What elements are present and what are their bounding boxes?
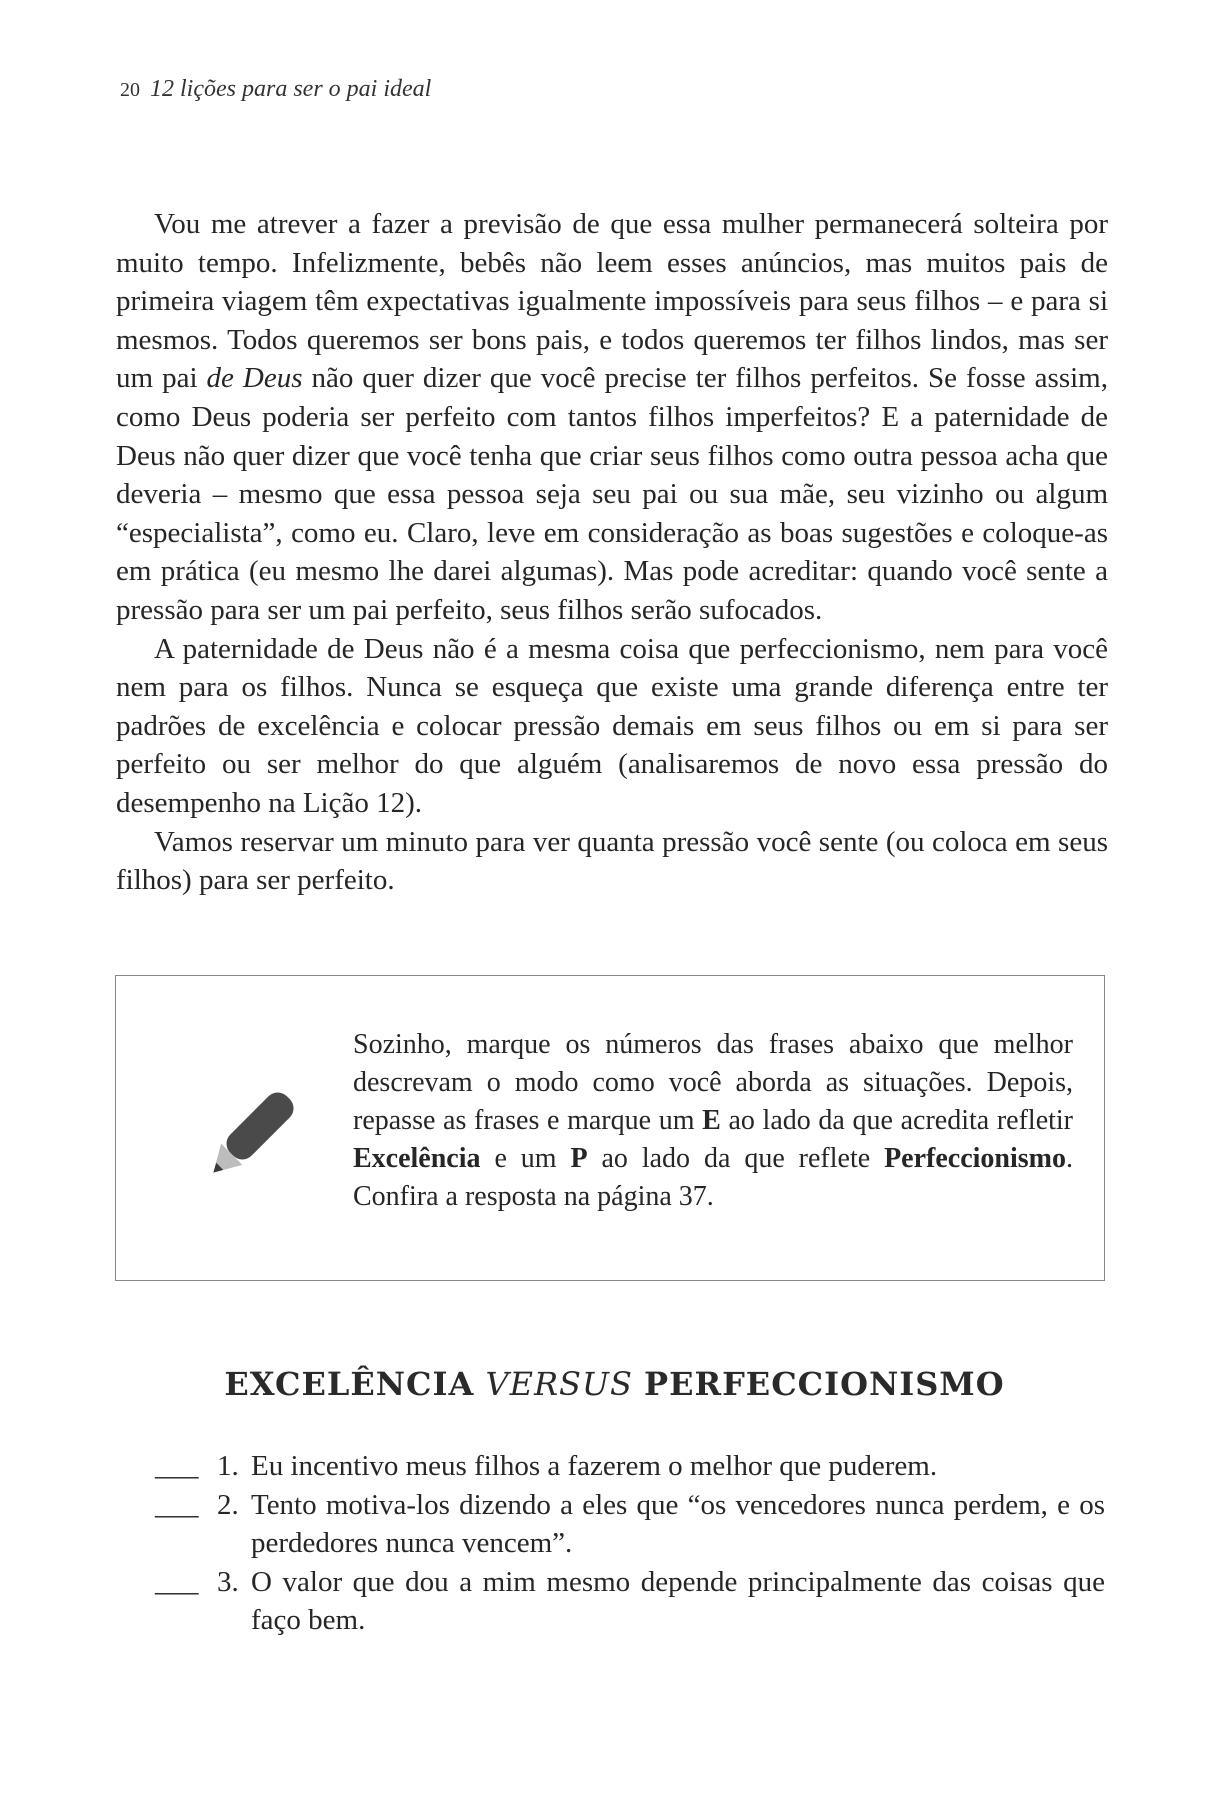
body-text (116, 205, 1108, 900)
answer-blank[interactable]: ___ (155, 1450, 199, 1482)
paragraph: Vou me atrever a fazer a previsão de que essa mulher permanecerá solteira por muito tempo. Infelizmente, bebês não leem esses anúncios, mas muitos pais de primeira viagem têm expectativas igualmente impossíveis para seus filhos – e para si mesmos. Todos queremos ser bons pais, e todos queremos ter filhos lindos, mas ser um pai de Deus não quer dizer que você precise ter filhos perfeitos. Se fosse assim, como Deus poderia ser perfeito com tantos filhos imperfeitos? E a paternidade de Deus não quer dizer que você tenha que criar seus filhos como outra pessoa acha que deveria – mesmo que essa pessoa seja seu pai ou sua mãe, seu vizinho ou algum “especialista”, como eu. Claro, leve em consideração as boas sugestões e coloque-as em prática (eu mesmo lhe darei algumas). Mas pode acreditar: quando você sente a pressão para ser um pai perfeito, seus filhos serão sufocados. (116, 208, 1108, 626)
item-number: 1. (217, 1450, 239, 1482)
paragraph: A paternidade de Deus não é a mesma coisa que perfeccionismo, nem para você nem para os filhos. Nunca se esqueça que existe uma grande diferença entre ter padrões de excelência e colocar pressão demais em seus filhos ou em si para ser perfeito ou ser melhor do que alguém (analisaremos de novo essa pressão do desempenho na Lição 12). (116, 632, 1108, 819)
item-text: O valor que dou a mim mesmo depende principalmente das coisas que faço bem. (251, 1565, 1105, 1637)
item-text: Eu incentivo meus filhos a fazerem o melhor que puderem. (251, 1450, 938, 1482)
list-item (155, 1447, 1105, 1486)
checklist (155, 1447, 1105, 1640)
item-number: 2. (217, 1488, 239, 1521)
emphasis: de Deus (206, 362, 303, 395)
item-number: 3. (217, 1565, 239, 1598)
answer-blank[interactable]: ___ (155, 1565, 199, 1598)
section-title: EXCELÊNCIA VERSUS PERFECCIONISMO (224, 1365, 1005, 1403)
list-item (155, 1563, 1105, 1640)
callout-instructions: Sozinho, marque os números das frases abaixo que melhor descrevam o modo como você aborda as situações. Depois, repasse as frases e marque um E ao lado da que acredita refletir Excelência e um P ao lado da que reflete Perfeccionismo. Confira a resposta na página 37. (353, 1029, 1073, 1212)
paragraph: Vamos reservar um minuto para ver quanta pressão você sente (ou coloca em seus filhos) para ser perfeito. (116, 825, 1108, 897)
running-header (120, 76, 431, 103)
page-number: 20 (120, 79, 140, 101)
exercise-callout-box (115, 975, 1105, 1281)
list-item (155, 1486, 1105, 1563)
pencil-icon (198, 1083, 298, 1193)
running-title: 12 lições para ser o pai ideal (150, 76, 432, 102)
item-text: Tento motiva-los dizendo a eles que “os vencedores nunca perdem, e os perdedores nunca vencem”. (251, 1488, 1105, 1560)
answer-blank[interactable]: ___ (155, 1488, 199, 1521)
